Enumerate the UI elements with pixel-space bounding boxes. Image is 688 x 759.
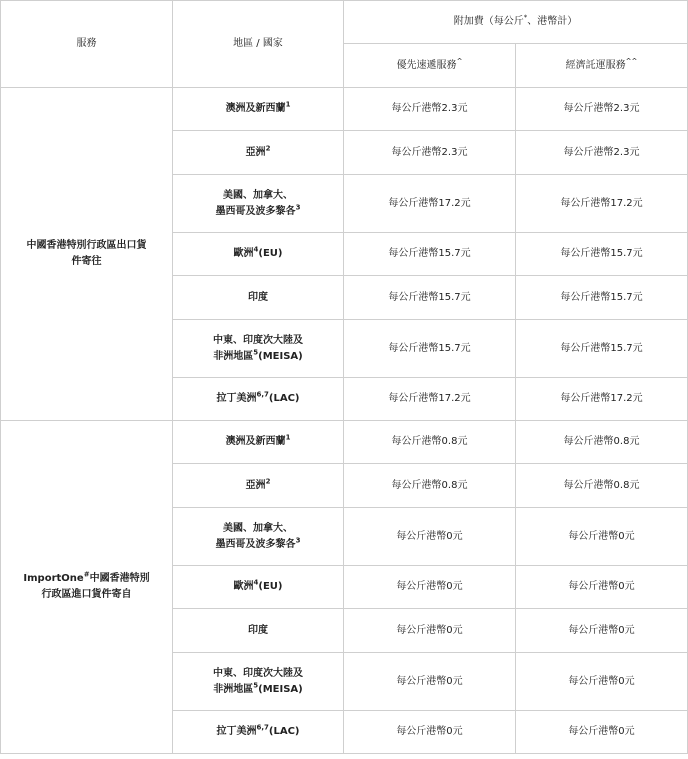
economy-rate: 每公斤港幣15.7元 xyxy=(516,276,688,320)
header-priority: 優先速遞服務^ xyxy=(344,44,516,88)
region-label: 印度 xyxy=(248,624,268,636)
region-label: 澳洲及新西蘭 xyxy=(225,103,286,114)
priority-rate: 每公斤港幣2.3元 xyxy=(344,131,516,175)
region-cell xyxy=(173,175,344,233)
economy-rate: 每公斤港幣0.8元 xyxy=(516,464,688,508)
region-footnote: 2 xyxy=(265,144,271,153)
region-footnote: 3 xyxy=(295,536,301,545)
region-label: 中東、印度次大陸及 xyxy=(213,667,303,679)
region-label: 美國、加拿大、 xyxy=(223,522,293,534)
service-label: ImportOne xyxy=(23,573,84,584)
region-label: 美國、加拿大、 xyxy=(223,189,293,201)
region-footnote: 3 xyxy=(295,203,301,212)
priority-rate: 每公斤港幣17.2元 xyxy=(344,175,516,233)
region-label: 亞洲 xyxy=(245,479,266,491)
region-footnote: 6,7 xyxy=(256,723,269,732)
region-label: 拉丁美洲 xyxy=(216,393,257,404)
priority-rate: 每公斤港幣0元 xyxy=(344,653,516,711)
region-footnote: 4 xyxy=(253,578,259,587)
region-footnote: 6,7 xyxy=(256,390,269,399)
region-label: 印度 xyxy=(248,291,268,303)
priority-rate: 每公斤港幣15.7元 xyxy=(344,320,516,378)
region-footnote: 1 xyxy=(285,100,291,109)
priority-rate: 每公斤港幣2.3元 xyxy=(344,88,516,131)
region-cell xyxy=(173,609,344,653)
region-cell xyxy=(173,233,344,276)
service-label-line2: 行政區進口貨件寄自 xyxy=(41,589,132,600)
region-label: 拉丁美洲 xyxy=(216,726,257,737)
region-footnote: 5 xyxy=(253,681,259,690)
economy-rate: 每公斤港幣0.8元 xyxy=(516,421,688,464)
region-footnote: 1 xyxy=(285,433,291,442)
priority-rate: 每公斤港幣15.7元 xyxy=(344,276,516,320)
region-cell xyxy=(173,566,344,609)
region-label: 歐洲 xyxy=(233,248,254,259)
region-cell xyxy=(173,378,344,421)
region-code: (EU) xyxy=(258,248,283,259)
service-label-line2: 件寄往 xyxy=(71,256,102,267)
priority-rate: 每公斤港幣0元 xyxy=(344,609,516,653)
region-code: (MEISA) xyxy=(258,683,303,695)
region-footnote: 4 xyxy=(253,245,259,254)
header-region: 地區 / 國家 xyxy=(173,1,344,88)
economy-rate: 每公斤港幣17.2元 xyxy=(516,378,688,421)
priority-rate: 每公斤港幣17.2元 xyxy=(344,378,516,421)
economy-rate: 每公斤港幣2.3元 xyxy=(516,131,688,175)
region-code: (MEISA) xyxy=(258,350,303,362)
economy-rate: 每公斤港幣0元 xyxy=(516,566,688,609)
service-sup: # xyxy=(83,570,90,579)
priority-rate: 每公斤港幣0元 xyxy=(344,711,516,754)
economy-rate: 每公斤港幣0元 xyxy=(516,609,688,653)
priority-rate: 每公斤港幣0.8元 xyxy=(344,464,516,508)
region-footnote: 2 xyxy=(265,477,271,486)
table-row xyxy=(1,421,688,464)
region-footnote: 5 xyxy=(253,348,259,357)
region-label: 澳洲及新西蘭 xyxy=(225,436,286,447)
table-row xyxy=(1,88,688,131)
region-label-line2: 非洲地區 xyxy=(213,683,254,695)
header-surcharge: 附加費（每公斤*、港幣計） xyxy=(344,1,688,44)
priority-rate: 每公斤港幣0元 xyxy=(344,566,516,609)
priority-rate: 每公斤港幣0元 xyxy=(344,508,516,566)
service-cell xyxy=(1,88,173,421)
region-cell xyxy=(173,653,344,711)
region-label-line2: 非洲地區 xyxy=(213,350,254,362)
service-cell xyxy=(1,421,173,754)
region-label: 中東、印度次大陸及 xyxy=(213,334,303,346)
region-cell xyxy=(173,88,344,131)
region-label: 歐洲 xyxy=(233,581,254,592)
header-service: 服務 xyxy=(1,1,173,88)
region-cell xyxy=(173,320,344,378)
region-label-line2: 墨西哥及波多黎各 xyxy=(215,538,296,550)
priority-rate: 每公斤港幣0.8元 xyxy=(344,421,516,464)
region-label-line2: 墨西哥及波多黎各 xyxy=(215,205,296,217)
service-label-cont: 中國香港特別 xyxy=(89,573,150,584)
region-cell xyxy=(173,421,344,464)
region-code: (LAC) xyxy=(268,393,300,404)
economy-rate: 每公斤港幣17.2元 xyxy=(516,175,688,233)
economy-rate: 每公斤港幣15.7元 xyxy=(516,233,688,276)
region-cell xyxy=(173,508,344,566)
priority-rate: 每公斤港幣15.7元 xyxy=(344,233,516,276)
economy-rate: 每公斤港幣0元 xyxy=(516,508,688,566)
economy-rate: 每公斤港幣2.3元 xyxy=(516,88,688,131)
economy-rate: 每公斤港幣0元 xyxy=(516,653,688,711)
service-label: 中國香港特別行政區出口貨 xyxy=(26,240,147,251)
region-code: (EU) xyxy=(258,581,283,592)
region-cell xyxy=(173,131,344,175)
region-cell xyxy=(173,276,344,320)
header-economy: 經濟託運服務^^ xyxy=(516,44,688,88)
region-cell xyxy=(173,464,344,508)
region-cell xyxy=(173,711,344,754)
region-label: 亞洲 xyxy=(245,146,266,158)
economy-rate: 每公斤港幣15.7元 xyxy=(516,320,688,378)
region-code: (LAC) xyxy=(268,726,300,737)
economy-rate: 每公斤港幣0元 xyxy=(516,711,688,754)
